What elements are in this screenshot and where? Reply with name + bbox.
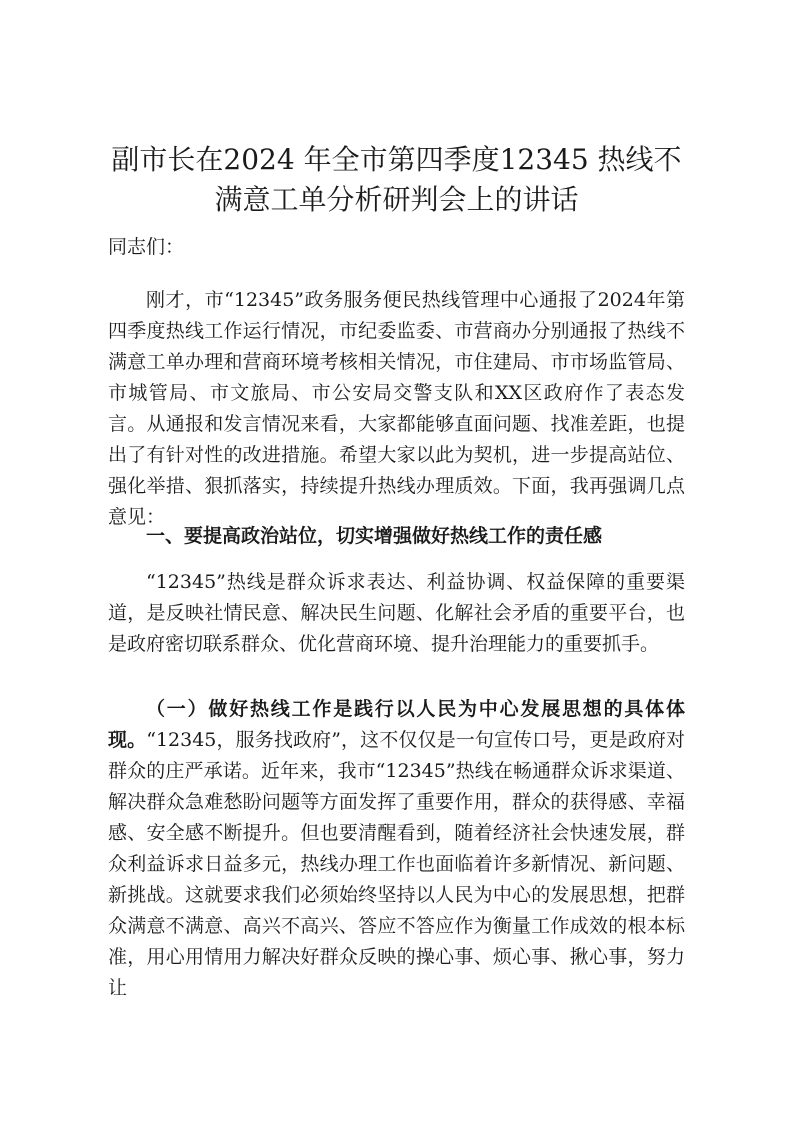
paragraph-section-1: “12345”热线是群众诉求表达、利益协调、权益保障的重要渠道，是反映社情民意、解决民生问题、化解社会矛盾的重要平台，也是政府密切联系群众、优化营商环境、提升治理能力的重要抓手。 bbox=[108, 571, 685, 655]
title-line-2: 满意工单分析研判会上的讲话 bbox=[214, 183, 579, 216]
salutation: 同志们： bbox=[108, 236, 185, 258]
subsection-1-text: “12345，服务找政府”，这不仅仅是一句宣传口号，更是政府对群众的庄严承诺。近年来，我市“12345”热线在畅通群众诉求渠道、解决群众急难愁盼问题等方面发挥了重要作用，群众的获得感、幸福感、安全感不断提升。但也要清醒看到，随着经济社会快速发展，群众利益诉求日益多元，热线办理工作也面临着许多新情况、新问题、新挑战。这就要求我们必须始终坚持以人民为中心的发展思想，把群众满意不满意、高兴不高兴、答应不答应作为衡量工作成效的根本标准，用心用情用力解决好群众反映的操心事、烦心事、揪心事，努力让 bbox=[108, 729, 685, 999]
section-heading-1: 一、要提高政治站位，切实增强做好热线工作的责任感 bbox=[146, 525, 603, 547]
subsection-heading-1: （一）做好热线工作是践行以人民为中心发展思想的具体体现。 bbox=[108, 698, 685, 751]
paragraph-subsection-1 bbox=[108, 694, 685, 1004]
title-line-1: 副市长在2024 年全市第四季度12345 热线不 bbox=[111, 143, 682, 176]
document-title bbox=[100, 140, 693, 220]
paragraph-intro: 刚才，市“12345”政务服务便民热线管理中心通报了2024年第四季度热线工作运行情况，市纪委监委、市营商办分别通报了热线不满意工单办理和营商环境考核相关情况，市住建局、市市场监管局、市城管局、市文旅局、市公安局交警支队和XX区政府作了表态发言。从通报和发言情况来看，大家都能够直面问题、找准差距，也提出了有针对性的改进措施。希望大家以此为契机，进一步提高站位、强化举措、狠抓落实，持续提升热线办理质效。下面，我再强调几点意见： bbox=[108, 289, 685, 528]
